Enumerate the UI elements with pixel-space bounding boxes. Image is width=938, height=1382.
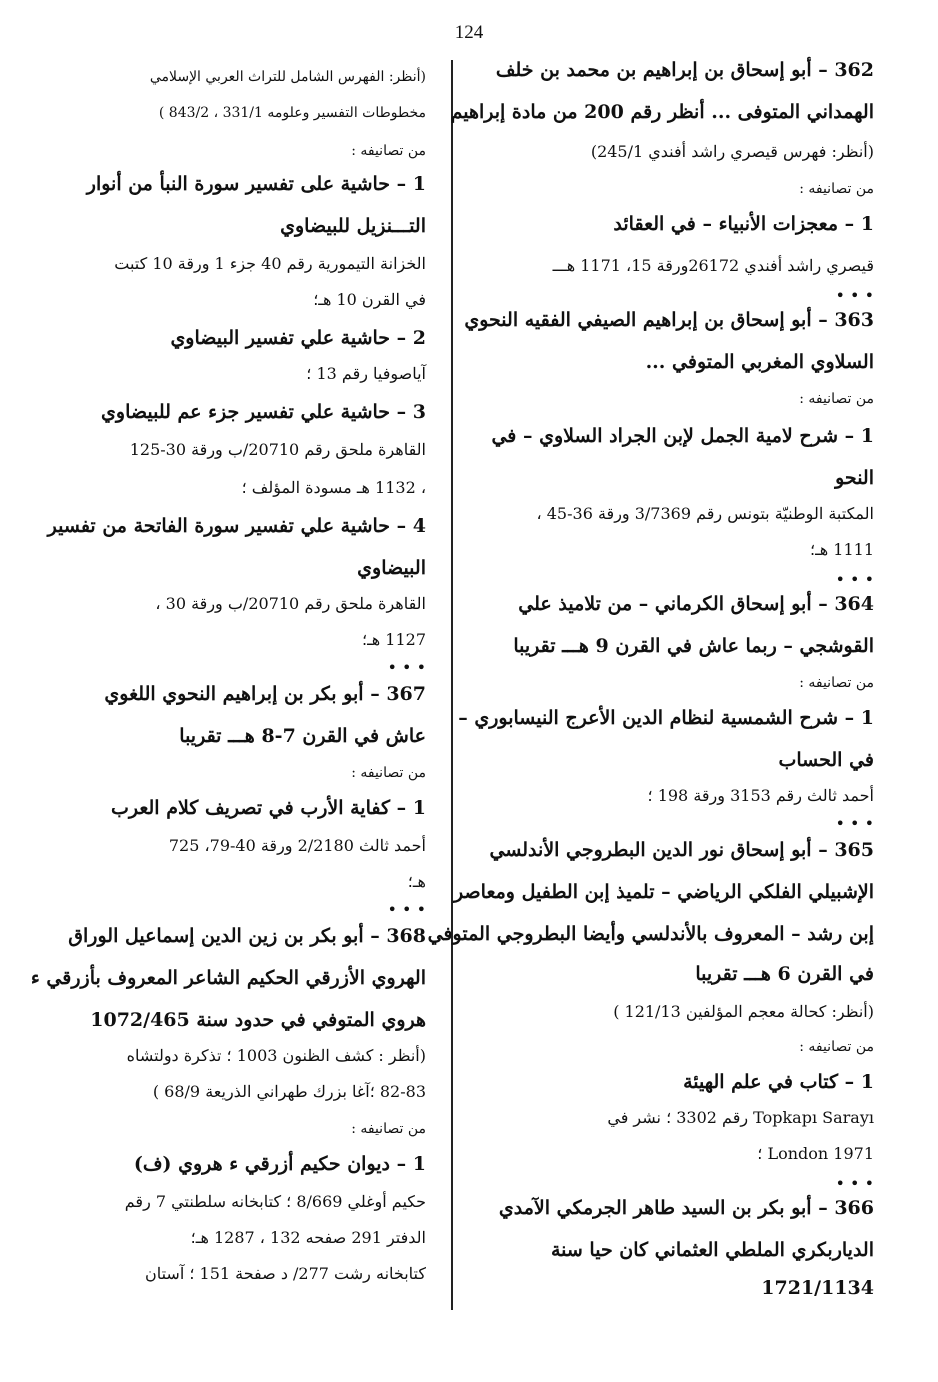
entry-separator: • • • — [835, 814, 874, 833]
reference-line: أحمد ثالث رقم 3153 ورقة 198 ؛ — [647, 786, 874, 805]
entry-separator: • • • — [387, 658, 426, 677]
entry-heading-line: الدياربكري الملطي العثماني كان حيا سنة — [550, 1239, 874, 1261]
entry-heading-line: 4 – حاشية علي تفسير سورة الفاتحة من تفسير — [47, 515, 426, 537]
entry-heading-line: 1 – حاشية على تفسير سورة النبأ من أنوار — [86, 173, 426, 195]
reference-line: Topkapı Sarayı رقم 3302 ؛ نشر في — [607, 1108, 874, 1127]
reference-line: الدفتر 291 صفحه 132 ، 1287 هـ؛ — [190, 1228, 426, 1247]
entry-heading-line: في القرن 6 هـــ تقريبا — [695, 963, 874, 985]
entry-separator: • • • — [835, 1174, 874, 1193]
entry-heading-line: 367 – أبو بكر بن إبراهيم النحوي اللغوي — [104, 683, 426, 705]
entry-heading-line: 366 – أبو بكر بن السيد طاهر الجرمكي الآمدي — [498, 1197, 874, 1219]
entry-heading-line: في الحساب — [778, 749, 874, 771]
reference-line: 82-83 ؛آغا بزرك طهراني الذريعة 68/9 ) — [152, 1082, 426, 1101]
entry-heading-line: هروي المتوفي في حدود سنة 1072/465 — [90, 1009, 426, 1031]
reference-line: الخزانة التيمورية رقم 40 جزء 1 ورقة 10 كتبت — [114, 254, 426, 273]
entry-heading-line: 365 – أبو إسحاق نور الدين البطروجي الأندلسي — [489, 839, 874, 861]
reference-line: (أنظر : كشف الظنون 1003 ؛ تذكرة دولتشاه — [126, 1046, 426, 1065]
reference-line: المكتبة الوطنيّة بتونس رقم 3/7369 ورقة 36-45 ، — [536, 504, 874, 523]
entry-separator: • • • — [835, 286, 874, 305]
section-label: من تصانيفه : — [351, 1121, 426, 1137]
section-label: مخطوطات التفسير وعلومه 331/1 ، 843/2 ) — [158, 105, 426, 121]
section-label: من تصانيفه : — [799, 181, 874, 197]
entry-heading-line: الهمداني المتوفى ... أنظر رقم 200 من مادة إبراهيم — [450, 101, 874, 123]
entry-heading-line: 1721/1134 — [761, 1277, 874, 1299]
entry-heading-line: القوشجي – ربما عاش في القرن 9 هـــ تقريبا — [513, 635, 874, 657]
reference-line: (أنظر: فهرس قيصري راشد أفندي 245/1) — [590, 142, 874, 161]
reference-line: في القرن 10 هـ؛ — [313, 290, 426, 309]
section-label: من تصانيفه : — [351, 143, 426, 159]
entry-separator: • • • — [835, 570, 874, 589]
reference-line: هـ؛ — [407, 872, 426, 891]
reference-line: 1127 هـ؛ — [361, 630, 426, 649]
entry-heading-line: 1 – شرح لامية الجمل لإبن الجراد السلاوي – في — [491, 425, 874, 447]
reference-line: آياصوفيا رقم 13 ؛ — [306, 364, 426, 383]
entry-heading-line: الهروي الأزرقي الحكيم الشاعر المعروف بأزرقي ء — [30, 967, 426, 989]
entry-heading-line: 362 – أبو إسحاق بن إبراهيم بن محمد بن خلف — [495, 59, 874, 81]
entry-heading-line: عاش في القرن 7-8 هـــ تقريبا — [179, 725, 426, 747]
entry-heading-line: 3 – حاشية علي تفسير جزء عم للبيضاوي — [101, 401, 426, 423]
entry-heading-line: 1 – كفاية الأرب في تصريف كلام العرب — [110, 797, 426, 819]
reference-line: 1111 هـ؛ — [809, 540, 874, 559]
entry-heading-line: 1 – معجزات الأنبياء – في العقائد — [613, 213, 874, 235]
entry-heading-line: 1 – كتاب في علم الهيئة — [683, 1071, 874, 1093]
reference-line: كتابخانه رشت 277/ د صفحة 151 ؛ آستان — [144, 1264, 426, 1283]
section-label: من تصانيفه : — [351, 765, 426, 781]
entry-heading-line: 364 – أبو إسحاق الكرماني – من تلاميذ علي — [518, 593, 874, 615]
reference-line: قيصري راشد أفندي 26172ورقة 15، 1171 هـــ — [552, 256, 874, 275]
entry-heading-line: 1 – شرح الشمسية لنظام الدين الأعرج النيسابوري – — [458, 707, 874, 729]
column-divider — [451, 60, 453, 1310]
entry-separator: • • • — [387, 900, 426, 919]
entry-heading-line: السلاوي المغربي المتوفي ... — [645, 351, 874, 373]
entry-heading-line: البيضاوي — [357, 557, 426, 579]
entry-heading-line: 1 – ديوان حكيم أزرقي ء هروي (ف) — [133, 1153, 426, 1175]
reference-line: ، 1132 هـ مسودة المؤلف ؛ — [241, 478, 426, 497]
entry-heading-line: 2 – حاشية علي تفسير البيضاوي — [170, 327, 426, 349]
reference-line: القاهرة ملحق رقم 20710/ب ورقة 30-125 — [129, 440, 426, 459]
entry-heading-line: 363 – أبو إسحاق بن إبراهيم الصيفي الفقيه النحوي — [464, 309, 874, 331]
entry-heading-line: النحو — [835, 467, 874, 489]
reference-line: حكيم أوغلي 8/669 ؛ كتابخانه سلطنتي 7 رقم — [124, 1192, 426, 1211]
entry-heading-line: إبن رشد – المعروف بالأندلسي وأيضا البطروجي المتوفي — [427, 923, 874, 945]
reference-line: القاهرة ملحق رقم 20710/ب ورقة 30 ، — [155, 594, 426, 613]
entry-heading-line: الإشبيلي الفلكي الرياضي – تلميذ إبن الطفيل ومعاصر — [454, 881, 874, 903]
section-label: من تصانيفه : — [799, 391, 874, 407]
reference-line: أحمد ثالث 2/2180 ورقة 40-79، 725 — [168, 836, 426, 855]
section-label: من تصانيفه : — [799, 1039, 874, 1055]
entry-heading-line: التـــنزيل للبيضاوي — [280, 215, 426, 237]
reference-line: 1971 London ؛ — [757, 1144, 874, 1163]
entry-heading-line: 368 – أبو بكر بن زين الدين إسماعيل الوراق — [68, 925, 426, 947]
section-label: (أنظر: الفهرس الشامل للتراث العربي الإسلامي — [149, 69, 426, 85]
page-number: 124 — [454, 22, 484, 43]
section-label: من تصانيفه : — [799, 675, 874, 691]
reference-line: (أنظر: كحالة معجم المؤلفين 121/13 ) — [613, 1002, 874, 1021]
